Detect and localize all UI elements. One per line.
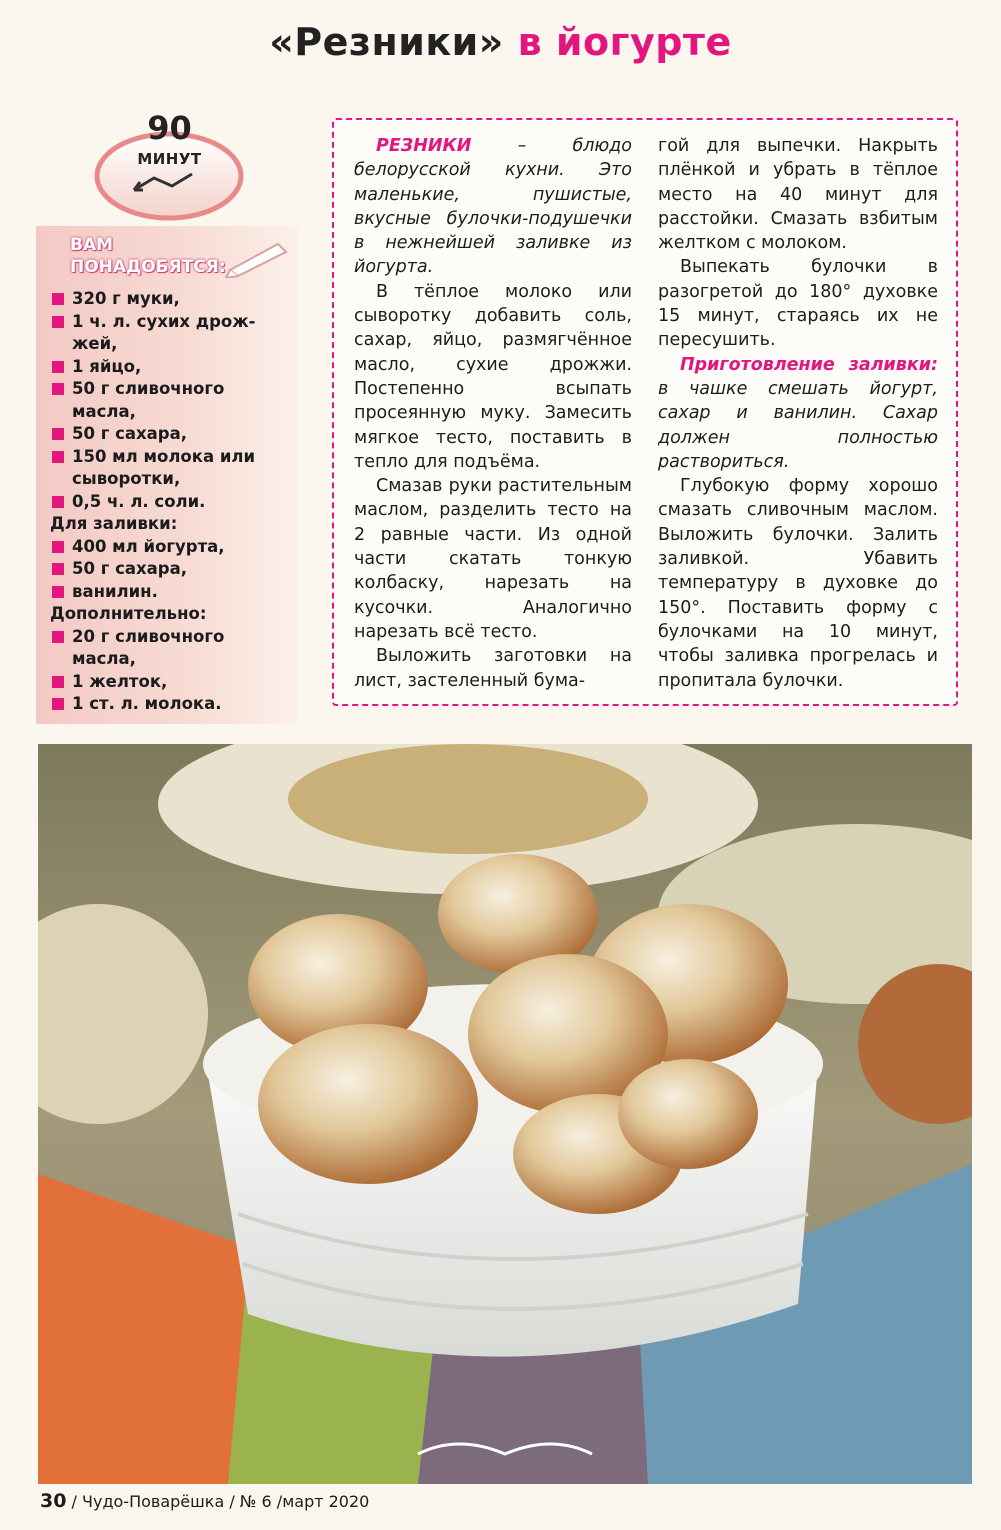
title-main: «Резники» — [269, 20, 504, 64]
pencil-icon — [222, 238, 292, 278]
ingredients-panel — [36, 226, 298, 724]
ingredient-item — [52, 581, 292, 604]
ingredient-item — [52, 356, 292, 379]
ingredient-item — [52, 491, 292, 514]
ingredient-item — [52, 671, 292, 694]
dish-photo — [38, 744, 972, 1484]
ingredient-item — [52, 378, 292, 423]
bullet-square-icon — [52, 541, 64, 553]
ingredient-item — [52, 558, 292, 581]
ingredient-text: 320 г муки, — [72, 289, 180, 308]
bullet-square-icon — [52, 428, 64, 440]
ingredient-text: ванилин. — [72, 581, 158, 601]
ingredient-item — [52, 446, 292, 491]
bullet-square-icon — [52, 586, 64, 598]
step-dough: В тёплое молоко или сыворотку добавить соль, сахар, яйцо, размягчённое масло, сухие дрожжи. Постепенно всыпать просеянную муку. Замесить мягкое тесто, поставить в тепло для подъёма. — [354, 281, 632, 472]
ingredient-group-title: Дополнительно: — [50, 604, 207, 623]
step-lay-out-cont: гой для выпечки. Накрыть плёнкой и убрать в тёплое место на 40 минут для расстойки. Смазать взбитым желтком с молоком. — [658, 136, 938, 254]
ingredient-text: 1 ст. л. молока. — [72, 694, 222, 713]
intro-text: – блюдо белорусской кухни. Это маленькие, пушистые, вкусные булочки-подушечки в нежнейшей заливке из йогурта. — [354, 136, 632, 278]
ingredient-item — [52, 288, 292, 311]
ingredient-item — [52, 311, 292, 356]
page-footer — [40, 1490, 369, 1512]
ingredient-item — [52, 693, 292, 716]
ingredient-text: 1 ч. л. сухих дрож-жей, — [72, 311, 256, 353]
sauce-text: в чашке смешать йогурт, сахар и ванилин. Сахар должен полностью раствориться. — [658, 378, 938, 472]
step-divide: Смазав руки растительным маслом, разделить тесто на 2 равные части. Из одной части скатать тонкую колбаску, нарезать на кусочки. Аналогично нарезать всё тесто. — [354, 476, 632, 642]
ingredient-text: 50 г сахара, — [72, 559, 187, 578]
ingredient-text: 1 яйцо, — [72, 356, 142, 376]
cooking-time-badge — [92, 108, 247, 223]
step-final: Глубокую форму хорошо смазать сливочным маслом. Выложить булочки. Залить заливкой. Убавить температуру в духовке до 150°. Поставить форму с булочками на 10 минут, чтобы заливка прогрелась и пропитала булочки. — [658, 476, 938, 691]
bullet-square-icon — [52, 698, 64, 710]
time-value: 90 — [147, 109, 192, 147]
bullet-square-icon — [52, 361, 64, 373]
bullet-square-icon — [52, 563, 64, 575]
bullet-square-icon — [52, 631, 64, 643]
bullet-square-icon — [52, 316, 64, 328]
ingredient-text: 0,5 ч. л. соли. — [72, 491, 206, 511]
bullet-square-icon — [52, 676, 64, 688]
recipe-box — [332, 118, 958, 706]
bullet-square-icon — [52, 451, 64, 463]
ingredient-text: 400 мл йогурта, — [72, 536, 225, 556]
ingredients-heading-line2: ПОНАДОБЯТСЯ: — [70, 257, 226, 277]
ingredients-heading-line1: ВАМ — [70, 235, 114, 255]
page-title — [0, 20, 1001, 64]
recipe-column-right — [658, 134, 938, 693]
ingredients-list — [52, 288, 292, 716]
ingredient-group-title: Для заливки: — [50, 514, 178, 533]
step-bake: Выпекать булочки в разогретой до 180° духовке 15 минут, стараясь их не пересушить. — [658, 257, 938, 351]
ingredient-text: 1 желток, — [72, 671, 168, 691]
ingredient-text: 50 г сахара, — [72, 424, 187, 443]
recipe-column-left — [354, 134, 632, 693]
ingredient-item — [52, 423, 292, 446]
ingredient-item — [52, 536, 292, 559]
ingredient-text: 20 г сливочного масла, — [72, 626, 225, 668]
dish-name-highlight: РЕЗНИКИ — [376, 136, 472, 156]
sauce-heading: Приготовление заливки: — [680, 354, 938, 375]
ingredient-item — [52, 626, 292, 671]
buns-in-bowl-image — [38, 744, 972, 1484]
step-lay-out: Выложить заготовки на лист, застеленный бума- — [354, 646, 632, 691]
bullet-square-icon — [52, 383, 64, 395]
title-accent: в йогурте — [517, 20, 732, 64]
bullet-square-icon — [52, 293, 64, 305]
ingredient-text: 50 г сливочного масла, — [72, 379, 225, 421]
ingredients-heading — [70, 234, 226, 278]
page-number: 30 — [40, 1490, 67, 1512]
time-unit: МИНУТ — [137, 150, 202, 168]
publication-info: / Чудо-Поварёшка / № 6 /март 2020 — [66, 1492, 370, 1511]
bullet-square-icon — [52, 496, 64, 508]
ingredient-text: 150 мл молока или сыворотки, — [72, 446, 256, 488]
